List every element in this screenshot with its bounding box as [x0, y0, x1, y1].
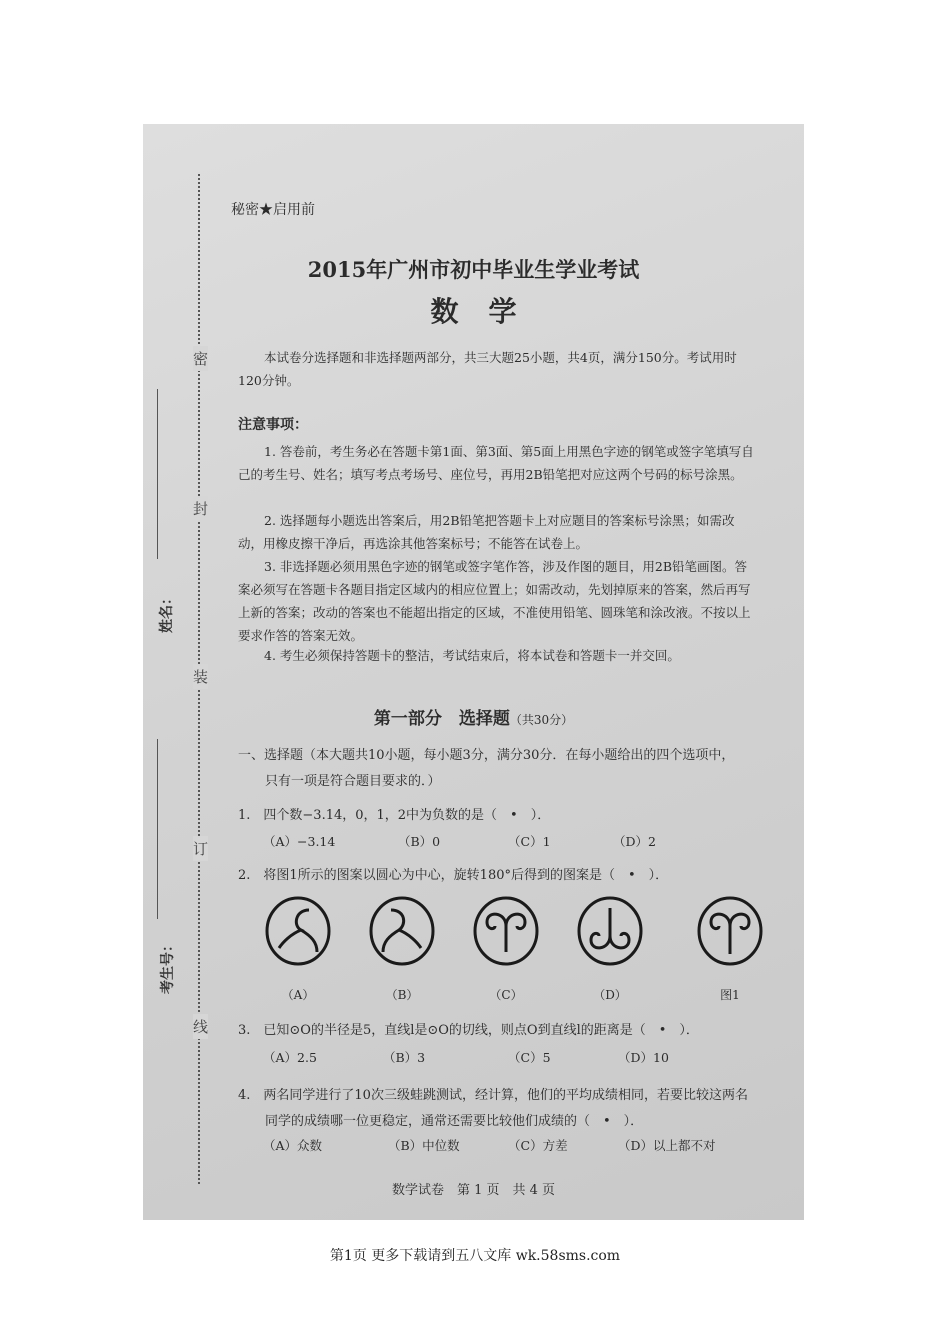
- question-1: 1. 四个数−3.14，0，1，2中为负数的是（ • ）．: [238, 808, 551, 823]
- figure-a: [265, 896, 331, 966]
- binding-char-close: 封: [193, 496, 208, 521]
- notice-item-3: 3. 非选择题必须用黑色字迹的钢笔或签字笔作答，涉及作图的题目，用2B铅笔画图。答案必须写在答题卡各题目指定区域内的相应位置上；如需改动，先划掉原来的答案，然后再写上新的答案；改动的答案也不能超出指定的区域，不准使用铅笔、圆珠笔和涂改液。不按以上要求作答的答案无效。: [238, 559, 751, 643]
- notice-item-2: 2. 选择题每小题选出答案后，用2B铅笔把答题卡上对应题目的答案标号涂黑；如需改动，用橡皮擦干净后，再选涂其他答案标号；不能答在试卷上。: [238, 513, 735, 551]
- document-footer: 第1页 更多下载请到五八文库 wk.58sms.com: [329, 1248, 621, 1264]
- id-blank-line: [157, 739, 158, 919]
- section-one-line-2: 只有一项是符合题目要求的．）: [265, 774, 441, 789]
- name-label: 姓名：: [159, 591, 175, 633]
- exam-subject: 数学: [430, 295, 547, 328]
- q3-option-d: （D）10: [618, 1050, 669, 1065]
- figure-1: [697, 896, 763, 966]
- q1-option-b: （B）0: [398, 834, 441, 849]
- figure-1-label: 图1: [720, 988, 740, 1002]
- q1-option-d: （D）2: [613, 834, 656, 849]
- figure-d-label: （D）: [593, 988, 627, 1002]
- secret-mark: 秘密★启用前: [231, 202, 315, 218]
- exam-page-footer: 数学试卷 第 1 页 共 4 页: [391, 1183, 556, 1198]
- figure-b: [369, 896, 435, 966]
- figure-c-label: （C）: [489, 988, 523, 1002]
- figure-c: [473, 896, 539, 966]
- exam-page-photo: [143, 124, 804, 1220]
- question-2: 2. 将图1所示的图案以圆心为中心，旋转180°后得到的图案是（ • ）．: [238, 868, 669, 883]
- question-4-line-2: 同学的成绩哪一位更稳定，通常还需要比较他们成绩的（ • ）．: [265, 1114, 644, 1129]
- part-one-title: [143, 704, 804, 729]
- notice-heading: 注意事项：: [238, 417, 308, 433]
- question-4-line-1: 4. 两名同学进行了10次三级蛙跳测试，经计算，他们的平均成绩相同，若要比较这两名: [238, 1088, 748, 1103]
- q1-option-c: （C）1: [508, 834, 551, 849]
- q4-option-a: （A）众数: [263, 1138, 323, 1153]
- question-2-figures: [261, 896, 781, 1006]
- section-one-line-1: 一、选择题（本大题共10小题，每小题3分，满分30分．在每小题给出的四个选项中，: [238, 748, 735, 763]
- q3-option-b: （B）3: [383, 1050, 426, 1065]
- intro-text: 本试卷分选择题和非选择题两部分，共三大题25小题，共4页，满分150分。考试用时120分钟。: [238, 350, 737, 388]
- id-label: 考生号：: [160, 938, 176, 994]
- binding-char-line: 线: [193, 1014, 208, 1039]
- binding-char-staple: 订: [193, 836, 208, 861]
- q4-option-c: （C）方差: [508, 1138, 568, 1153]
- figure-d: [577, 896, 643, 966]
- question-3: 3. 已知⊙O的半径是5，直线l是⊙O的切线，则点O到直线l的距离是（ • ）．: [238, 1023, 699, 1038]
- part-one-points: （共30分）: [509, 713, 574, 727]
- q1-option-a: （A）−3.14: [263, 834, 336, 849]
- notice-item-1: 1. 答卷前，考生务必在答题卡第1面、第3面、第5面上用黑色字迹的钢笔或签字笔填写自己的考生号、姓名；填写考点考场号、座位号，再用2B铅笔把对应这两个号码的标号涂黑。: [238, 444, 754, 482]
- notice-item-4: 4. 考生必须保持答题卡的整洁，考试结束后，将本试卷和答题卡一并交回。: [264, 648, 680, 663]
- name-blank-line: [157, 389, 158, 559]
- figure-a-label: （A）: [281, 988, 315, 1002]
- figure-b-label: （B）: [385, 988, 419, 1002]
- exam-title: 2015年广州市初中毕业生学业考试: [307, 257, 640, 282]
- binding-char-seal: 密: [193, 346, 208, 371]
- part-one-label: 第一部分 选择题: [373, 709, 510, 729]
- binding-char-bind: 装: [193, 664, 208, 689]
- q3-option-a: （A）2.5: [263, 1050, 317, 1065]
- q4-option-d: （D）以上都不对: [618, 1138, 716, 1153]
- q4-option-b: （B）中位数: [388, 1138, 460, 1153]
- q3-option-c: （C）5: [508, 1050, 551, 1065]
